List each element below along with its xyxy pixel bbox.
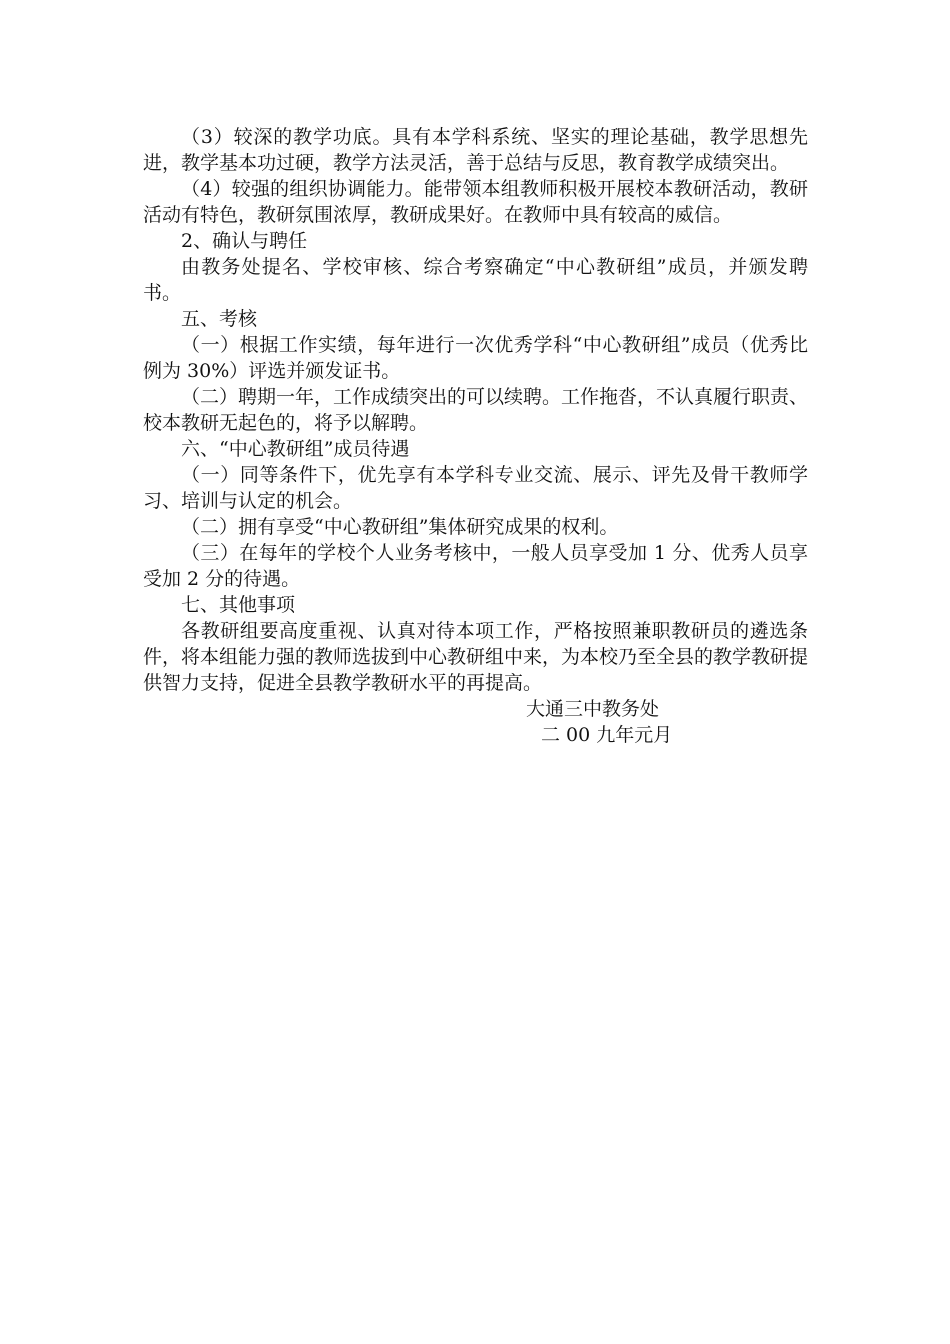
heading-member-benefits: 六、“中心教研组”成员待遇 — [181, 438, 410, 460]
heading-other-matters: 七、其他事项 — [181, 594, 296, 616]
heading-confirm-appoint: 2、确认与聘任 — [181, 230, 308, 252]
heading-assessment: 五、考核 — [181, 308, 258, 330]
signature-date: 二 00 九年元月 — [541, 724, 673, 746]
paragraph-other-matters: 各教研组要高度重视、认真对待本项工作，严格按照兼职教研员的遴选条件，将本组能力强的教师选拔到中心教研组中来，为本校乃至全县的教学教研提供智力支持，促进全县教学教研水平的再提高。 — [143, 620, 809, 694]
paragraph-coordination: （4）较强的组织协调能力。能带领本组教师积极开展校本教研活动，教研活动有特色，教研氛围浓厚，教研成果好。在教师中具有较高的威信。 — [143, 178, 808, 226]
paragraph-benefit-2: （二）拥有享受“中心教研组”集体研究成果的权利。 — [181, 516, 619, 538]
paragraph-appointment: 由教务处提名、学校审核、综合考察确定“中心教研组”成员，并颁发聘书。 — [143, 256, 808, 304]
paragraph-assessment-1: （一）根据工作实绩，每年进行一次优秀学科“中心教研组”成员（优秀比例为 30%）评选并颁发证书。 — [143, 334, 808, 382]
paragraph-benefit-1: （一）同等条件下，优先享有本学科专业交流、展示、评先及骨干教师学习、培训与认定的机会。 — [143, 464, 808, 512]
paragraph-teaching-skill: （3）较深的教学功底。具有本学科系统、坚实的理论基础，教学思想先进，教学基本功过硬，教学方法灵活，善于总结与反思，教育教学成绩突出。 — [143, 126, 808, 174]
signature-office: 大通三中教务处 — [526, 698, 660, 720]
paragraph-benefit-3: （三）在每年的学校个人业务考核中，一般人员享受加 1 分、优秀人员享受加 2 分的待遇。 — [143, 542, 808, 590]
paragraph-assessment-2: （二）聘期一年，工作成绩突出的可以续聘。工作拖沓，不认真履行职责、校本教研无起色的，将予以解聘。 — [143, 386, 809, 434]
document-body — [143, 124, 808, 748]
